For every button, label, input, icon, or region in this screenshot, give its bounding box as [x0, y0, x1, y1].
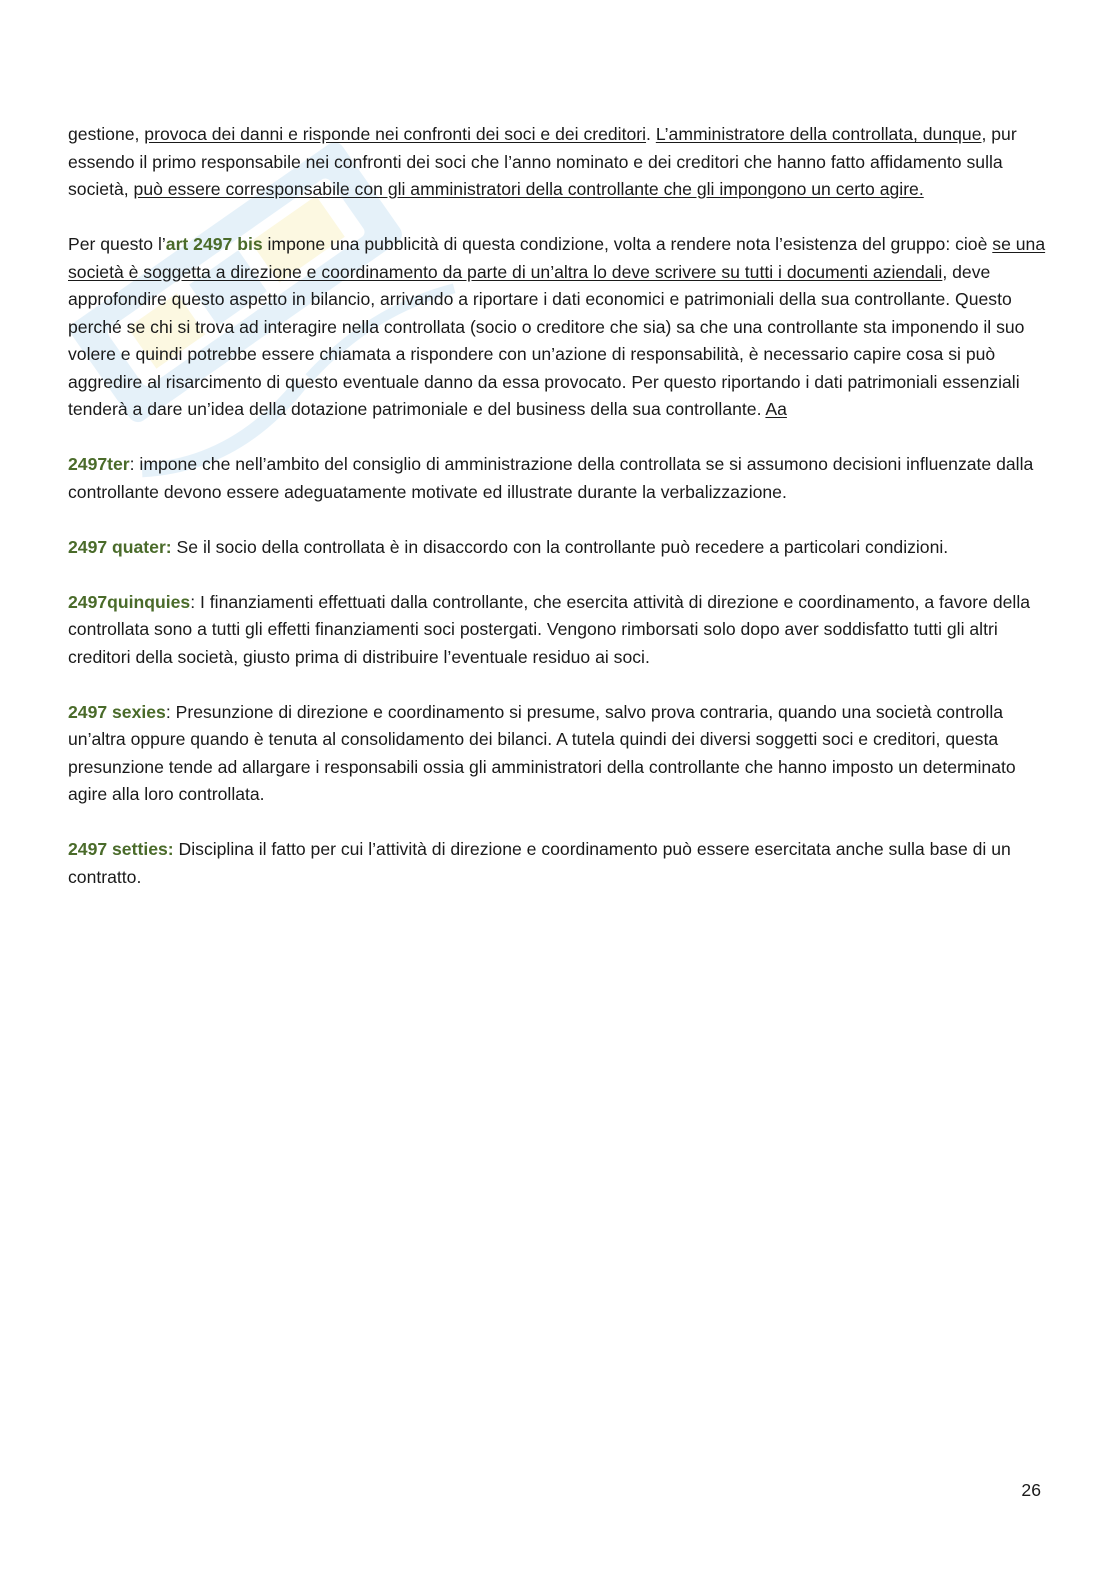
underlined-text: provoca dei danni e risponde nei confronti dei soci e dei creditori [144, 124, 647, 144]
body-text: : Presunzione di direzione e coordinamento si presume, salvo prova contraria, quando una società controlla un’altra oppure quando è tenuta al consolidamento dei bilanci. A tutela quindi dei diversi soggetti soci e creditori, questa presunzione tende ad allargare i responsabili ossia gli amministratori della controllante che hanno imposto un determinato agire alla loro controllata. [68, 701, 1016, 804]
paragraph-p7 [68, 836, 1048, 891]
body-text: Per questo l’ [68, 234, 166, 254]
underlined-text: L’amministratore della controllata, dunque [655, 124, 982, 144]
paragraph-p3 [68, 451, 1048, 506]
article-reference: 2497quinquies [68, 591, 191, 612]
paragraph-p2 [68, 231, 1048, 424]
paragraph-p4 [68, 534, 1048, 562]
body-text: Disciplina il fatto per cui l’attività di direzione e coordinamento può essere esercitata anche sulla base di un contratto. [68, 839, 1011, 887]
underlined-text: può essere corresponsabile con gli amministratori della controllante che gli impongono un certo agire. [133, 179, 924, 199]
page-number: 26 [1021, 1480, 1041, 1500]
body-text: gestione, [68, 124, 145, 144]
article-reference: 2497 setties: [68, 839, 174, 859]
paragraph-p1 [68, 121, 1048, 204]
article-reference: art 2497 bis [165, 234, 263, 254]
body-text: : I finanziamenti effettuati dalla controllante, che esercita attività di direzione e coordinamento, a favore della controllata sono a tutti gli effetti finanziamenti soci postergati. Vengono rimborsati solo dopo aver soddisfatto tutti gli altri creditori della società, giusto prima di distribuire l’eventuale residuo ai soci. [68, 591, 1031, 667]
document-body [68, 121, 1048, 919]
body-text: , deve approfondire questo aspetto in bilancio, arrivando a riportare i dati economici e patrimoniali della sua controllante. Questo perché se chi si trova ad interagire nella controllata (socio o creditore che sia) sa che una controllante sta imponendo il suo volere e quindi potrebbe essere chiamata a rispondere con un’azione di responsabilità, è necessario capire cosa si può aggredire al risarcimento di questo eventuale danno da essa provocato. Per questo riportando i dati patrimoniali essenziali tenderà a dare un’idea della dotazione patrimoniale e del business della sua controllante. [68, 261, 1025, 419]
body-text: . [646, 124, 656, 144]
body-text: : impone che nell’ambito del consiglio di amministrazione della controllata se si assumono decisioni influenzate dalla controllante devono essere adeguatamente motivate ed illustrate durante la verbalizzazione. [68, 454, 1034, 502]
paragraph-p6 [68, 699, 1048, 809]
underlined-text: se una società è soggetta a direzione e coordinamento da parte di un’altra lo deve scrivere su tutti i documenti aziendali [68, 234, 1046, 282]
article-reference: 2497 sexies [68, 701, 166, 722]
article-reference: 2497 quater: [68, 536, 172, 557]
body-text: , pur essendo il primo responsabile nei confronti dei soci che l’anno nominato e dei creditori che hanno fatto affidamento sulla società, [68, 124, 1017, 199]
paragraph-p5 [68, 589, 1048, 672]
article-reference: 2497ter [68, 454, 130, 474]
body-text: impone una pubblicità di questa condizione, volta a rendere nota l’esistenza del gruppo: cioè [262, 234, 993, 254]
underlined-text: Aa [765, 399, 787, 419]
body-text: Se il socio della controllata è in disaccordo con la controllante può recedere a particolari condizioni. [171, 536, 949, 557]
